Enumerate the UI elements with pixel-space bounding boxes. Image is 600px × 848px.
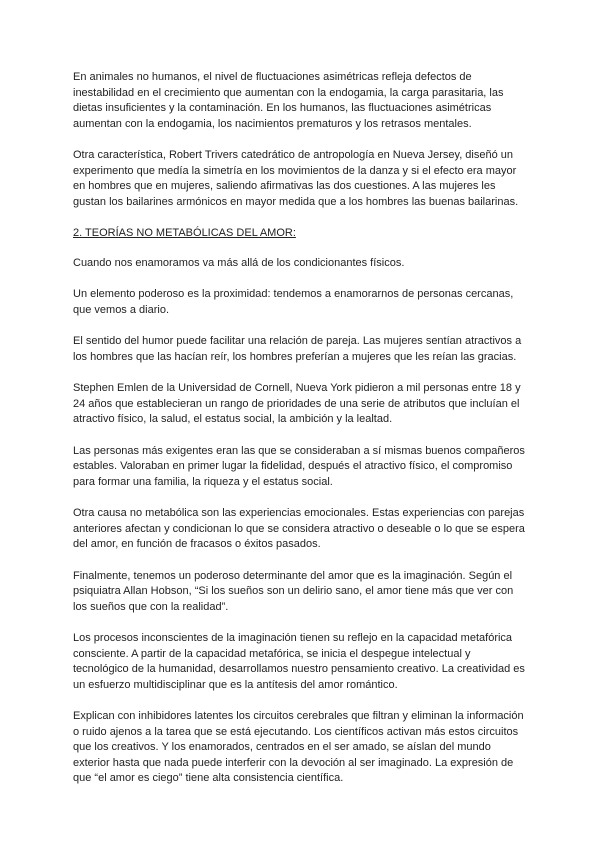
- paragraph-asymmetry: En animales no humanos, el nivel de fluctuaciones asimétricas refleja defectos de inestabilidad en el crecimiento que aumentan con la endogamia, la carga parasitaria, las dietas insuficientes y la contaminación. En los humanos, las fluctuaciones asimétricas aumentan con la endogamia, los nacimientos prematuros y los retrasos mentales.: [73, 71, 504, 130]
- paragraph-trivers-dance: Otra característica, Robert Trivers catedrático de antropología en Nueva Jersey, diseñó un experimento que medía la simetría en los movimientos de la danza y si el efecto era mayor en hombres que en mujeres, saliendo afirmativas las dos cuestiones. A las mujeres les gustan los bailarines armónicos en mayor medida que a los hombres las buenas bailarinas.: [73, 149, 519, 208]
- paragraph-emlen-study: Stephen Emlen de la Universidad de Cornell, Nueva York pidieron a mil personas entre 18 y 24 años que establecieran un rango de prioridades de una serie de atributos que incluían el atractivo físico, la salud, el estatus social, la ambición y la lealtad.: [73, 382, 521, 425]
- paragraph-latent-inhibitors: Explican con inhibidores latentes los circuitos cerebrales que filtran y eliminan la información o ruido ajenos a la tarea que se está ejecutando. Los científicos activan más estos circuitos que los creativos. Y los enamorados, centrados en el ser amado, se aíslan del mundo exterior hasta que nada puede interferir con la devoción al ser imaginado. La expresión de que “el amor es ciego” tiene alta consistencia científica.: [73, 710, 524, 784]
- document-body: [73, 70, 528, 803]
- paragraph-demanding-people: Las personas más exigentes eran las que se consideraban a sí mismas buenos compañeros estables. Valoraban en primer lugar la fidelidad, después el atractivo físico, el compromiso para formar una familia, la riqueza y el estatus social.: [73, 444, 525, 488]
- paragraph-beyond-physical: Cuando nos enamoramos va más allá de los condicionantes físicos.: [73, 256, 405, 269]
- paragraph-proximity: Un elemento poderoso es la proximidad: tendemos a enamorarnos de personas cercanas, que vemos a diario.: [73, 288, 514, 316]
- section-heading: 2. TEORÍAS NO METABÓLICAS DEL AMOR:: [73, 227, 296, 239]
- paragraph-metaphoric-capacity: Los procesos inconscientes de la imaginación tienen su reflejo en la capacidad metafórica consciente. A partir de la capacidad metafórica, se inicia el despegue intelectual y tecnológico de la humanidad, desarrollamos nuestro pensamiento creativo. La creatividad es un esfuerzo multidisciplinar que es la antítesis del amor romántico.: [73, 632, 525, 691]
- paragraph-imagination: Finalmente, tenemos un poderoso determinante del amor que es la imaginación. Según el psiquiatra Allan Hobson, “Si los sueños son un delirio sano, el amor tiene más que ver con los sueños que con la realidad”.: [73, 569, 514, 613]
- paragraph-emotional-experiences: Otra causa no metabólica son las experiencias emocionales. Estas experiencias con parejas anteriores afectan y condicionan lo que se considera atractivo o deseable o lo que se espera del amor, en función de fracasos o éxitos pasados.: [73, 507, 525, 550]
- paragraph-humor: El sentido del humor puede facilitar una relación de pareja. Las mujeres sentían atractivos a los hombres que las hacían reír, los hombres preferían a mujeres que les reían las gracias.: [73, 335, 522, 363]
